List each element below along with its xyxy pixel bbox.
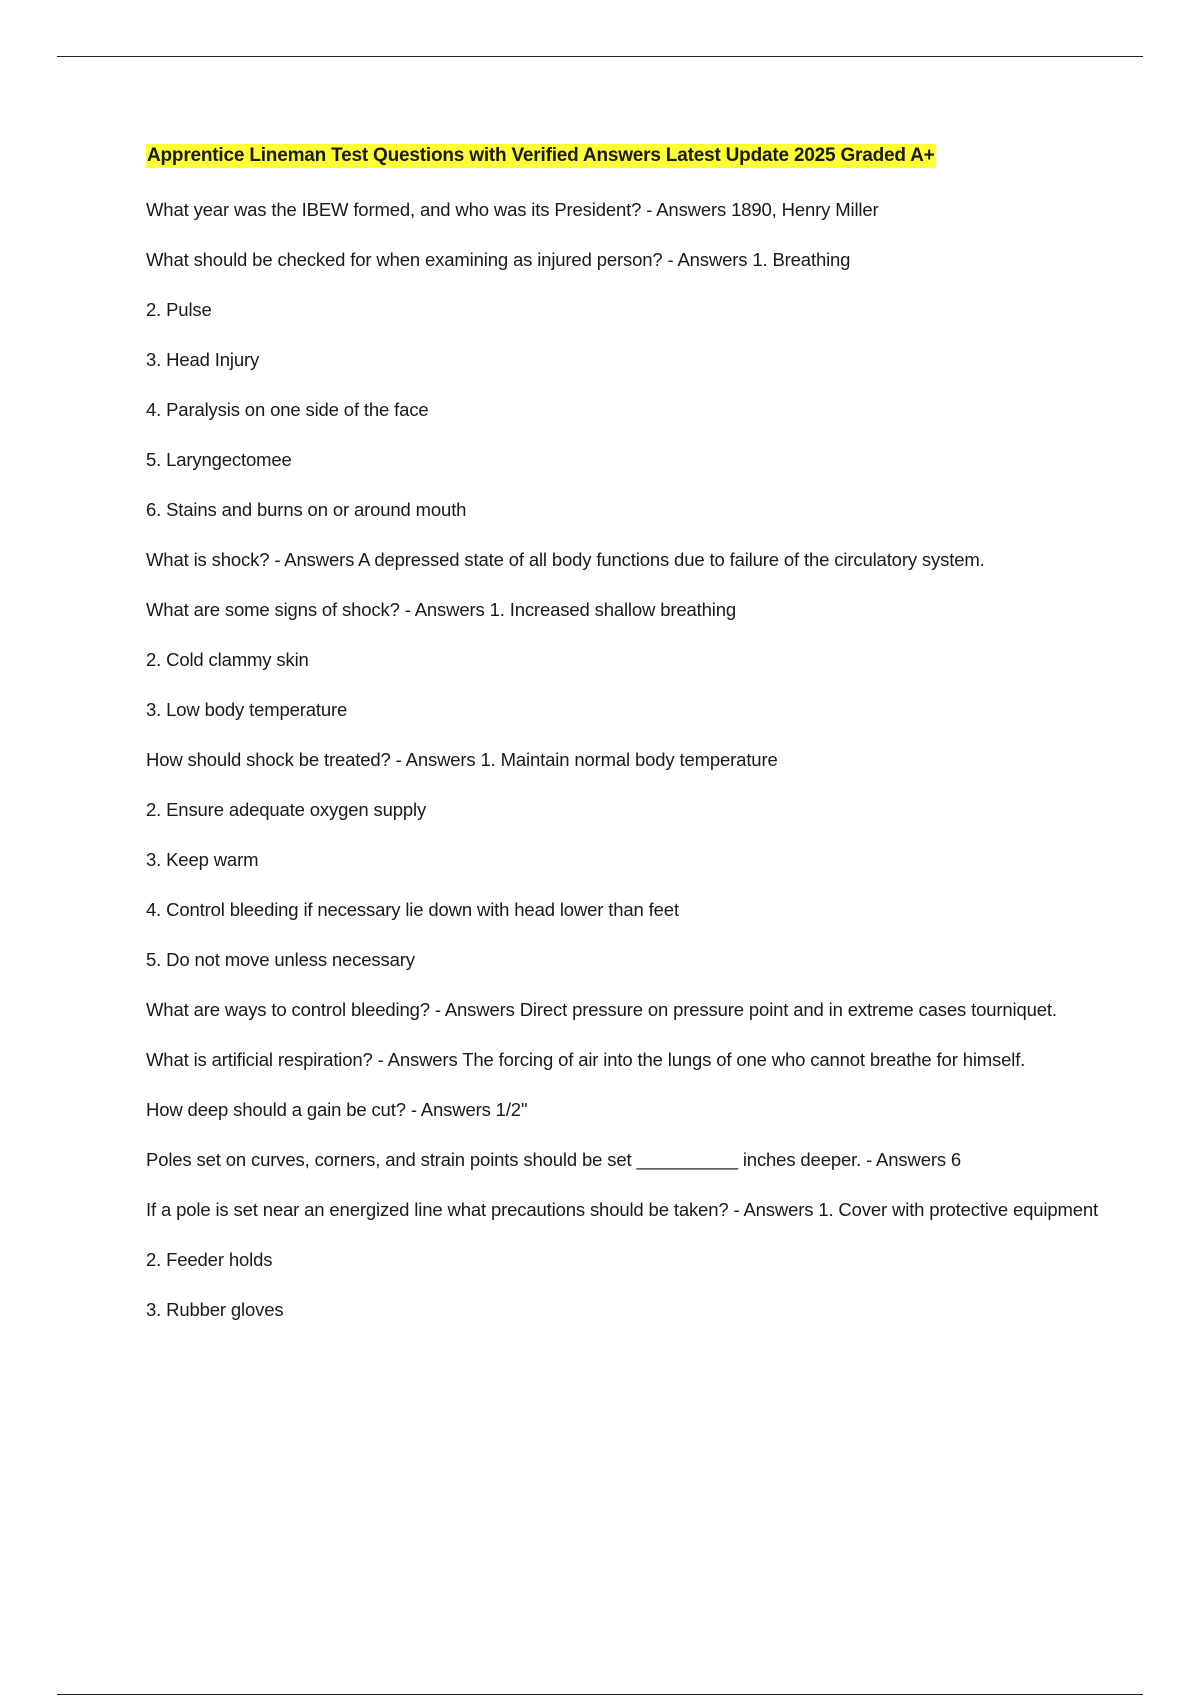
paragraph: If a pole is set near an energized line what precautions should be taken? - Answers 1. Cover with protective equipment <box>146 1199 1099 1220</box>
paragraph: 2. Cold clammy skin <box>146 649 309 670</box>
paragraph: How should shock be treated? - Answers 1. Maintain normal body temperature <box>146 749 778 770</box>
paragraph: What are ways to control bleeding? - Answers Direct pressure on pressure point and in extreme cases tourniquet. <box>146 999 1057 1020</box>
paragraph: 3. Rubber gloves <box>146 1299 284 1320</box>
paragraph: 3. Head Injury <box>146 349 260 370</box>
paragraph: 5. Laryngectomee <box>146 449 292 470</box>
paragraph: What year was the IBEW formed, and who was its President? - Answers 1890, Henry Miller <box>146 199 879 220</box>
paragraph: What are some signs of shock? - Answers 1. Increased shallow breathing <box>146 599 737 620</box>
paragraph: 3. Keep warm <box>146 849 259 870</box>
header-rule <box>57 56 1143 57</box>
paragraph: 5. Do not move unless necessary <box>146 949 415 970</box>
paragraph: 6. Stains and burns on or around mouth <box>146 499 467 520</box>
paragraph: What is shock? - Answers A depressed state of all body functions due to failure of the circulatory system. <box>146 549 985 570</box>
paragraph: 4. Control bleeding if necessary lie down with head lower than feet <box>146 899 679 920</box>
paragraph: How deep should a gain be cut? - Answers 1/2" <box>146 1099 528 1120</box>
paragraph: 4. Paralysis on one side of the face <box>146 399 429 420</box>
paragraph: 2. Ensure adequate oxygen supply <box>146 799 427 820</box>
paragraph: 2. Pulse <box>146 299 212 320</box>
footer-rule <box>57 1694 1143 1695</box>
document-body <box>146 144 1106 1345</box>
paragraph: What should be checked for when examining as injured person? - Answers 1. Breathing <box>146 249 851 270</box>
paragraph: Poles set on curves, corners, and strain points should be set __________ inches deeper. - Answers 6 <box>146 1149 962 1170</box>
paragraph: 2. Feeder holds <box>146 1249 273 1270</box>
paragraph: 3. Low body temperature <box>146 699 348 720</box>
document-title: Apprentice Lineman Test Questions with Verified Answers Latest Update 2025 Graded A+ <box>147 145 935 166</box>
paragraph: What is artificial respiration? - Answers The forcing of air into the lungs of one who cannot breathe for himself. <box>146 1049 1026 1070</box>
